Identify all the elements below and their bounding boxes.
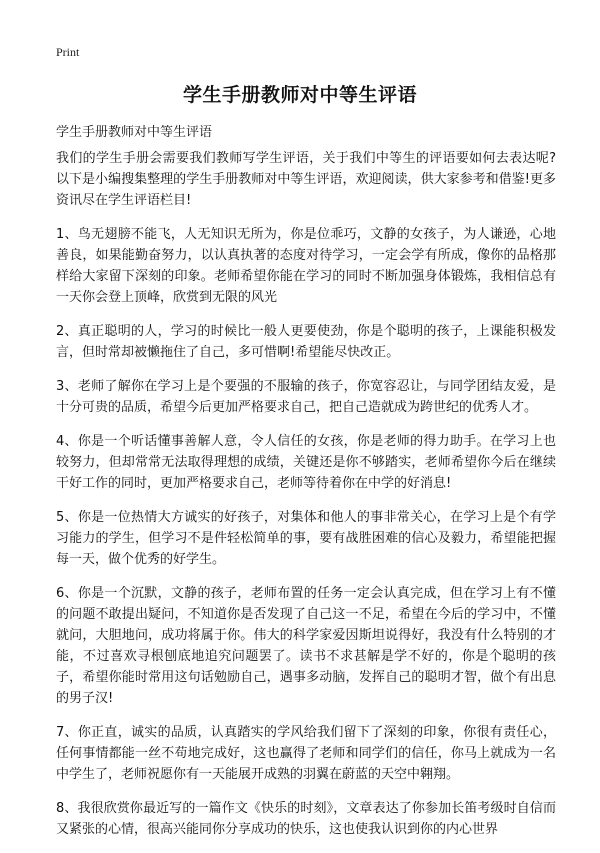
comment-paragraph-8: 8、我很欣赏你最近写的一篇作文《快乐的时刻》，文章表达了你参加长笛考级时自信而又紧张的心情，很高兴能同你分享成功的快乐，这也使我认识到你的内心世界 (56, 801, 556, 837)
comment-paragraph-2: 2、真正聪明的人，学习的时候比一般人更要使劲，你是个聪明的孩子，上课能积极发言，但时常却被懒拖住了自己，多可惜啊!希望能尽快改正。 (56, 324, 556, 360)
comment-paragraph-4: 4、你是一个听话懂事善解人意，令人信任的女孩，你是老师的得力助手。在学习上也较努力，但却常常无法取得理想的成绩，关键还是你不够踏实，老师希望你今后在继续干好工作的同时，更加严格要求自己，老师等待着你在中学的好消息! (56, 434, 556, 491)
document-body (56, 148, 556, 853)
comment-paragraph-7: 7、你正直，诚实的品质，认真踏实的学风给我们留下了深刻的印象，你很有责任心，任何事情都能一丝不苟地完成好，这也赢得了老师和同学们的信任，你马上就成为一名中学生了，老师祝愿你有一天能展开成熟的羽翼在蔚蓝的天空中翱翔。 (56, 725, 556, 782)
print-label: Print (56, 45, 80, 59)
intro-paragraph: 我们的学生手册会需要我们教师写学生评语，关于我们中等生的评语要如何去表达呢?以下是小编搜集整理的学生手册教师对中等生评语，欢迎阅读，供大家参考和借鉴!更多资讯尽在学生评语栏目! (56, 151, 556, 208)
page-title: 学生手册教师对中等生评语 (182, 84, 417, 106)
comment-paragraph-1: 1、鸟无翅膀不能飞，人无知识无所为，你是位乖巧，文静的女孩子，为人谦逊，心地善良，如果能勤奋努力，以认真执著的态度对待学习，一定会学有所成，像你的品格那样给大家留下深刻的印象。老师希望你能在学习的同时不断加强身体锻炼，我相信总有一天你会登上顶峰，欣赏到无限的风光 (56, 227, 556, 305)
comment-paragraph-6: 6、你是一个沉默，文静的孩子，老师布置的任务一定会认真完成，但在学习上有不懂的问题不敢提出疑问，不知道你是否发现了自己这一不足，希望在今后的学习中，不懂就问，大胆地问，成功将属于你。伟大的科学家爱因斯坦说得好，我没有什么特别的才能，不过喜欢寻根刨底地追究问题罢了。读书不求甚解是学不好的，你是个聪明的孩子，希望你能时常用这句话勉励自己，遇事多动脑，发挥自己的聪明才智，做个有出息的男子汉! (56, 586, 556, 706)
comment-paragraph-5: 5、你是一位热情大方诚实的好孩子，对集体和他人的事非常关心，在学习上是个有学习能力的学生，但学习不是件轻松简单的事，要有战胜困难的信心及毅力，希望能把握每一天，做个优秀的好学生。 (56, 510, 556, 567)
document-subtitle: 学生手册教师对中等生评语 (56, 125, 213, 140)
comment-paragraph-3: 3、老师了解你在学习上是个要强的不服输的孩子，你宽容忍让，与同学团结友爱，是十分可贵的品质，希望今后更加严格要求自己，把自己造就成为跨世纪的优秀人才。 (56, 379, 556, 415)
